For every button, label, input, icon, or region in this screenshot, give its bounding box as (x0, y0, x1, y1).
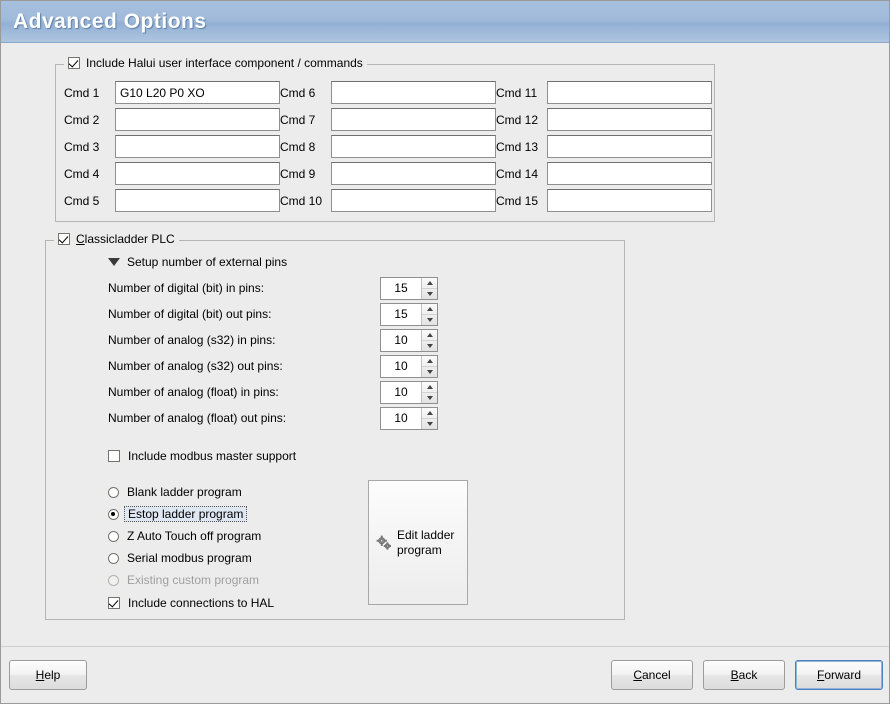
gear-icon (375, 534, 393, 552)
classicladder-group (45, 232, 625, 620)
cmd-input-2[interactable] (115, 108, 280, 131)
pin-spinner-buttons-float-out[interactable] (421, 408, 437, 429)
hal-connections-checkbox[interactable] (108, 597, 120, 609)
halui-group (55, 56, 715, 222)
cmd-label-14: Cmd 14 (496, 166, 539, 181)
cmd-label-2: Cmd 2 (64, 112, 100, 127)
dialog-titlebar (1, 1, 889, 43)
classicladder-legend (54, 232, 179, 246)
radio-row-ztouchoff[interactable] (108, 525, 614, 547)
spinner-down-icon[interactable] (422, 367, 437, 377)
pin-spinner-float-out[interactable] (380, 407, 438, 430)
radio-existing-custom (108, 575, 119, 586)
cmd-label-9: Cmd 9 (280, 166, 316, 181)
cmd-input-15[interactable] (547, 189, 712, 212)
spinner-up-icon[interactable] (422, 408, 437, 419)
cmd-input-13[interactable] (547, 135, 712, 158)
pin-spinner-float-in[interactable] (380, 381, 438, 404)
radio-row-existing-custom (108, 569, 614, 591)
external-pins-expander[interactable] (108, 255, 614, 269)
spinner-down-icon[interactable] (422, 419, 437, 429)
forward-button[interactable]: Forward (795, 660, 883, 690)
radio-label-serial-modbus: Serial modbus program (127, 551, 252, 565)
radio-label-existing-custom: Existing custom program (127, 573, 260, 587)
classicladder-enable-checkbox[interactable] (58, 233, 70, 245)
cmd-cell-1 (64, 81, 280, 104)
radio-row-blank[interactable] (108, 481, 614, 503)
pin-row-bit-in (108, 275, 614, 301)
cmd-cell-4 (64, 162, 280, 185)
classicladder-body (46, 241, 624, 616)
radio-row-serial-modbus[interactable] (108, 547, 614, 569)
pin-input-s32-out[interactable] (381, 356, 421, 377)
cmd-input-12[interactable] (547, 108, 712, 131)
cmd-cell-13 (496, 135, 712, 158)
pin-label-bit-out: Number of digital (bit) out pins: (108, 307, 272, 321)
cmd-label-6: Cmd 6 (280, 85, 316, 100)
pin-input-bit-out[interactable] (381, 304, 421, 325)
cmd-label-7: Cmd 7 (280, 112, 316, 127)
cancel-button[interactable]: Cancel (611, 660, 693, 690)
pin-row-s32-out (108, 353, 614, 379)
spinner-down-icon[interactable] (422, 315, 437, 325)
radio-z-auto-touch-off[interactable] (108, 531, 119, 542)
pin-label-bit-in: Number of digital (bit) in pins: (108, 281, 265, 295)
cmd-cell-6 (280, 81, 496, 104)
dialog-content (1, 44, 889, 647)
radio-row-estop[interactable] (108, 503, 614, 525)
spinner-up-icon[interactable] (422, 382, 437, 393)
spinner-down-icon[interactable] (422, 341, 437, 351)
cmd-cell-10 (280, 189, 496, 212)
halui-enable-checkbox[interactable] (68, 57, 80, 69)
cmd-input-5[interactable] (115, 189, 280, 212)
pin-row-s32-in (108, 327, 614, 353)
halui-legend (64, 56, 367, 70)
cmd-cell-2 (64, 108, 280, 131)
page-title: Advanced Options (13, 9, 207, 33)
cmd-label-3: Cmd 3 (64, 139, 100, 154)
cmd-cell-3 (64, 135, 280, 158)
ladder-program-radio-group (108, 481, 614, 591)
spinner-up-icon[interactable] (422, 356, 437, 367)
cmd-label-15: Cmd 15 (496, 193, 539, 208)
pin-row-bit-out (108, 301, 614, 327)
cmd-label-4: Cmd 4 (64, 166, 100, 181)
halui-legend-label: Include Halui user interface component / commands (86, 56, 363, 70)
cmd-input-7[interactable] (331, 108, 496, 131)
spinner-down-icon[interactable] (422, 393, 437, 403)
halui-command-grid (56, 65, 714, 220)
spinner-up-icon[interactable] (422, 304, 437, 315)
dialog-footer (1, 646, 889, 703)
pin-row-float-in (108, 379, 614, 405)
classicladder-legend-label: Classicladder PLC (76, 232, 175, 246)
pin-spinner-buttons-s32-in[interactable] (421, 330, 437, 351)
radio-blank-ladder[interactable] (108, 487, 119, 498)
cmd-input-11[interactable] (547, 81, 712, 104)
pin-label-float-out: Number of analog (float) out pins: (108, 411, 287, 425)
cmd-input-3[interactable] (115, 135, 280, 158)
pin-input-float-in[interactable] (381, 382, 421, 403)
spinner-up-icon[interactable] (422, 330, 437, 341)
pin-spinner-bit-in[interactable] (380, 277, 438, 300)
pin-spinner-buttons-float-in[interactable] (421, 382, 437, 403)
hal-connections-label: Include connections to HAL (128, 596, 275, 610)
back-button[interactable]: Back (703, 660, 785, 690)
cmd-input-10[interactable] (331, 189, 496, 212)
radio-estop-ladder[interactable] (108, 509, 119, 520)
cmd-label-10: Cmd 10 (280, 193, 323, 208)
cmd-input-9[interactable] (331, 162, 496, 185)
cmd-cell-7 (280, 108, 496, 131)
cmd-cell-9 (280, 162, 496, 185)
pin-input-bit-in[interactable] (381, 278, 421, 299)
pin-spinner-s32-in[interactable] (380, 329, 438, 352)
radio-label-z-auto-touch-off: Z Auto Touch off program (127, 529, 262, 543)
cmd-cell-14 (496, 162, 712, 185)
cmd-input-4[interactable] (115, 162, 280, 185)
spinner-down-icon[interactable] (422, 289, 437, 299)
cmd-cell-5 (64, 189, 280, 212)
cmd-cell-15 (496, 189, 712, 212)
cmd-label-1: Cmd 1 (64, 85, 100, 100)
radio-label-estop-ladder: Estop ladder program (124, 506, 247, 522)
help-button[interactable]: Help (9, 660, 87, 690)
pin-label-s32-out: Number of analog (s32) out pins: (108, 359, 283, 373)
pin-spinner-buttons-bit-out[interactable] (421, 304, 437, 325)
cmd-input-1[interactable] (115, 81, 280, 104)
pin-spinner-buttons-bit-in[interactable] (421, 278, 437, 299)
cmd-label-13: Cmd 13 (496, 139, 539, 154)
chevron-down-icon (108, 258, 120, 266)
cmd-label-12: Cmd 12 (496, 112, 539, 127)
cmd-input-6[interactable] (331, 81, 496, 104)
pin-spinner-s32-out[interactable] (380, 355, 438, 378)
pin-row-float-out (108, 405, 614, 431)
hal-connections-row[interactable] (108, 596, 614, 610)
cmd-label-11: Cmd 11 (496, 85, 538, 100)
pin-label-s32-in: Number of analog (s32) in pins: (108, 333, 276, 347)
pin-spinner-bit-out[interactable] (380, 303, 438, 326)
spinner-up-icon[interactable] (422, 278, 437, 289)
pin-spinner-buttons-s32-out[interactable] (421, 356, 437, 377)
pin-input-float-out[interactable] (381, 408, 421, 429)
modbus-master-label: Include modbus master support (128, 449, 297, 463)
modbus-master-row[interactable] (108, 449, 614, 463)
cmd-cell-8 (280, 135, 496, 158)
cmd-cell-11 (496, 81, 712, 104)
cmd-label-8: Cmd 8 (280, 139, 316, 154)
modbus-master-checkbox[interactable] (108, 450, 120, 462)
cmd-input-14[interactable] (547, 162, 712, 185)
cmd-cell-12 (496, 108, 712, 131)
radio-label-blank-ladder: Blank ladder program (127, 485, 242, 499)
radio-serial-modbus[interactable] (108, 553, 119, 564)
pin-label-float-in: Number of analog (float) in pins: (108, 385, 279, 399)
edit-ladder-program-label: Edit ladder program (397, 528, 455, 557)
cmd-input-8[interactable] (331, 135, 496, 158)
edit-ladder-program-button[interactable] (368, 480, 468, 605)
cmd-label-5: Cmd 5 (64, 193, 100, 208)
external-pins-expander-label: Setup number of external pins (127, 255, 288, 269)
pin-input-s32-in[interactable] (381, 330, 421, 351)
